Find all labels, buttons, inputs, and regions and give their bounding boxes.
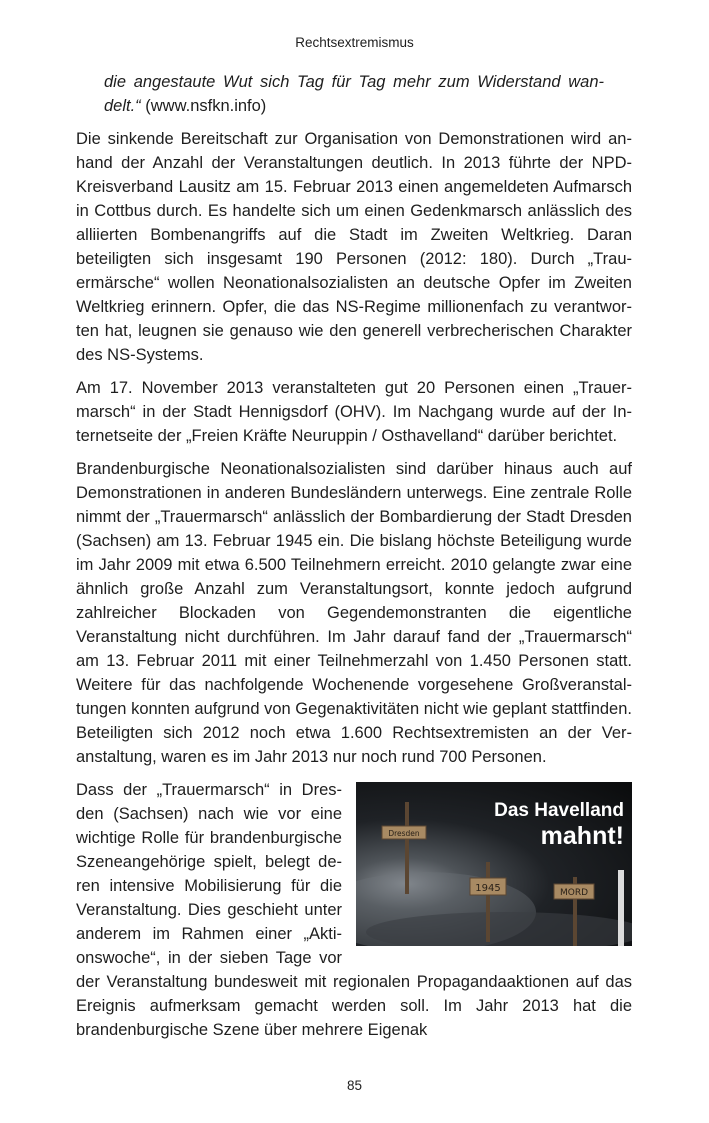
poster-headline-line2: mahnt! — [540, 822, 624, 850]
paragraph-1: Die sinkende Bereitschaft zur Organisation von Demonstrationen wird anhand der Anzahl der Veranstaltungen deutlich. In 2013 führte der NPD-Kreisverband Lausitz am 15. Februar 2013 einen angemeldeten Aufmarsch in Cottbus durch. Es handelte sich um einen Gedenkmarsch anlässlich des alliierten Bombenangriffs auf die Stadt im Zweiten Weltkrieg. Daran beteiligten sich insgesamt 190 Personen (2012: 180). Durch „Trauermärsche“ wollen Neonationalsozialisten an deutsche Opfer im Zweiten Weltkrieg erinnern. Opfer, die das NS-Regime millionenfach zu verantworten hat, leugnen sie genauso wie den generell verbrecherischen Charakter des NS-Systems. — [76, 130, 632, 364]
paragraph-3: Brandenburgische Neonationalsozialisten sind darüber hinaus auch auf Demonstrationen in anderen Bundesländern unterwegs. Eine zentrale Rolle nimmt der „Trauermarsch“ anlässlich der Bombardierung der Stadt Dresden (Sachsen) am 13. Februar 1945 ein. Die bislang höchste Beteiligung wurde im Jahr 2009 mit etwa 6.500 Teilnehmern erreicht. 2010 gelangte zwar eine ähnlich große Anzahl zum Veranstaltungsort, konnte jedoch aufgrund zahlreicher Blockaden von Gegendemonstranten die eigentliche Veranstaltung nicht durchführen. Im Jahr darauf fand der „Trauermarsch“ am 13. Februar 2011 mit einer Teilnehmerzahl von 1.450 Personen statt. Weitere für das nachfolgende Wochenende vorgesehene Großveranstaltungen konnten aufgrund von Gegenaktivitäten nicht wie geplant stattfinden. Beteiligten sich 2012 noch etwa 1.600 Rechtsextremisten an der Veranstaltung, waren es im Jahr 2013 nur noch rund 700 Personen. — [76, 460, 632, 766]
page-number: 85 — [346, 1078, 363, 1093]
quote-source: (www.nsfkn.info) — [140, 97, 267, 115]
running-header: Rechtsextremismus — [295, 35, 414, 50]
quote-block — [76, 70, 632, 118]
havelland-poster-image — [356, 782, 632, 946]
poster-graphic — [356, 782, 632, 946]
poster-headline-line1: Das Havelland — [494, 800, 624, 821]
paragraph-2: Am 17. November 2013 veranstalteten gut 20 Personen einen „Trauermarsch“ in der Stadt Hennigsdorf (OHV). Im Nachgang wurde auf der Internetseite der „Freien Kräfte Neuruppin / Osthavelland“ darüber berichtet. — [76, 379, 632, 445]
cross-label-mord: MORD — [559, 888, 589, 898]
cross-label-dresden: Dresden — [388, 829, 420, 838]
body-text — [76, 70, 632, 1051]
paragraph-4: Dass der „Trauermarsch“ in Dresden (Sachsen) nach wie vor eine wichtige Rolle für brandenburgische Szeneangehörige spielt, belegt deren intensive Mobilisierung für die Veranstaltung. Dies geschieht unter anderem im Rahmen einer „Aktionswoche“, in der sieben Tage vor der Veranstaltung bundesweit mit regionalen Propagandaaktionen auf das Ereignis aufmerksam gemacht werden soll. Im Jahr 2013 hat die brandenburgische Szene über mehrere Eigenak — [76, 781, 632, 1039]
cross-label-1945: 1945 — [475, 883, 501, 894]
quote-text: die angestaute Wut sich Tag für Tag mehr zum Widerstand wandelt.“ — [104, 73, 604, 115]
